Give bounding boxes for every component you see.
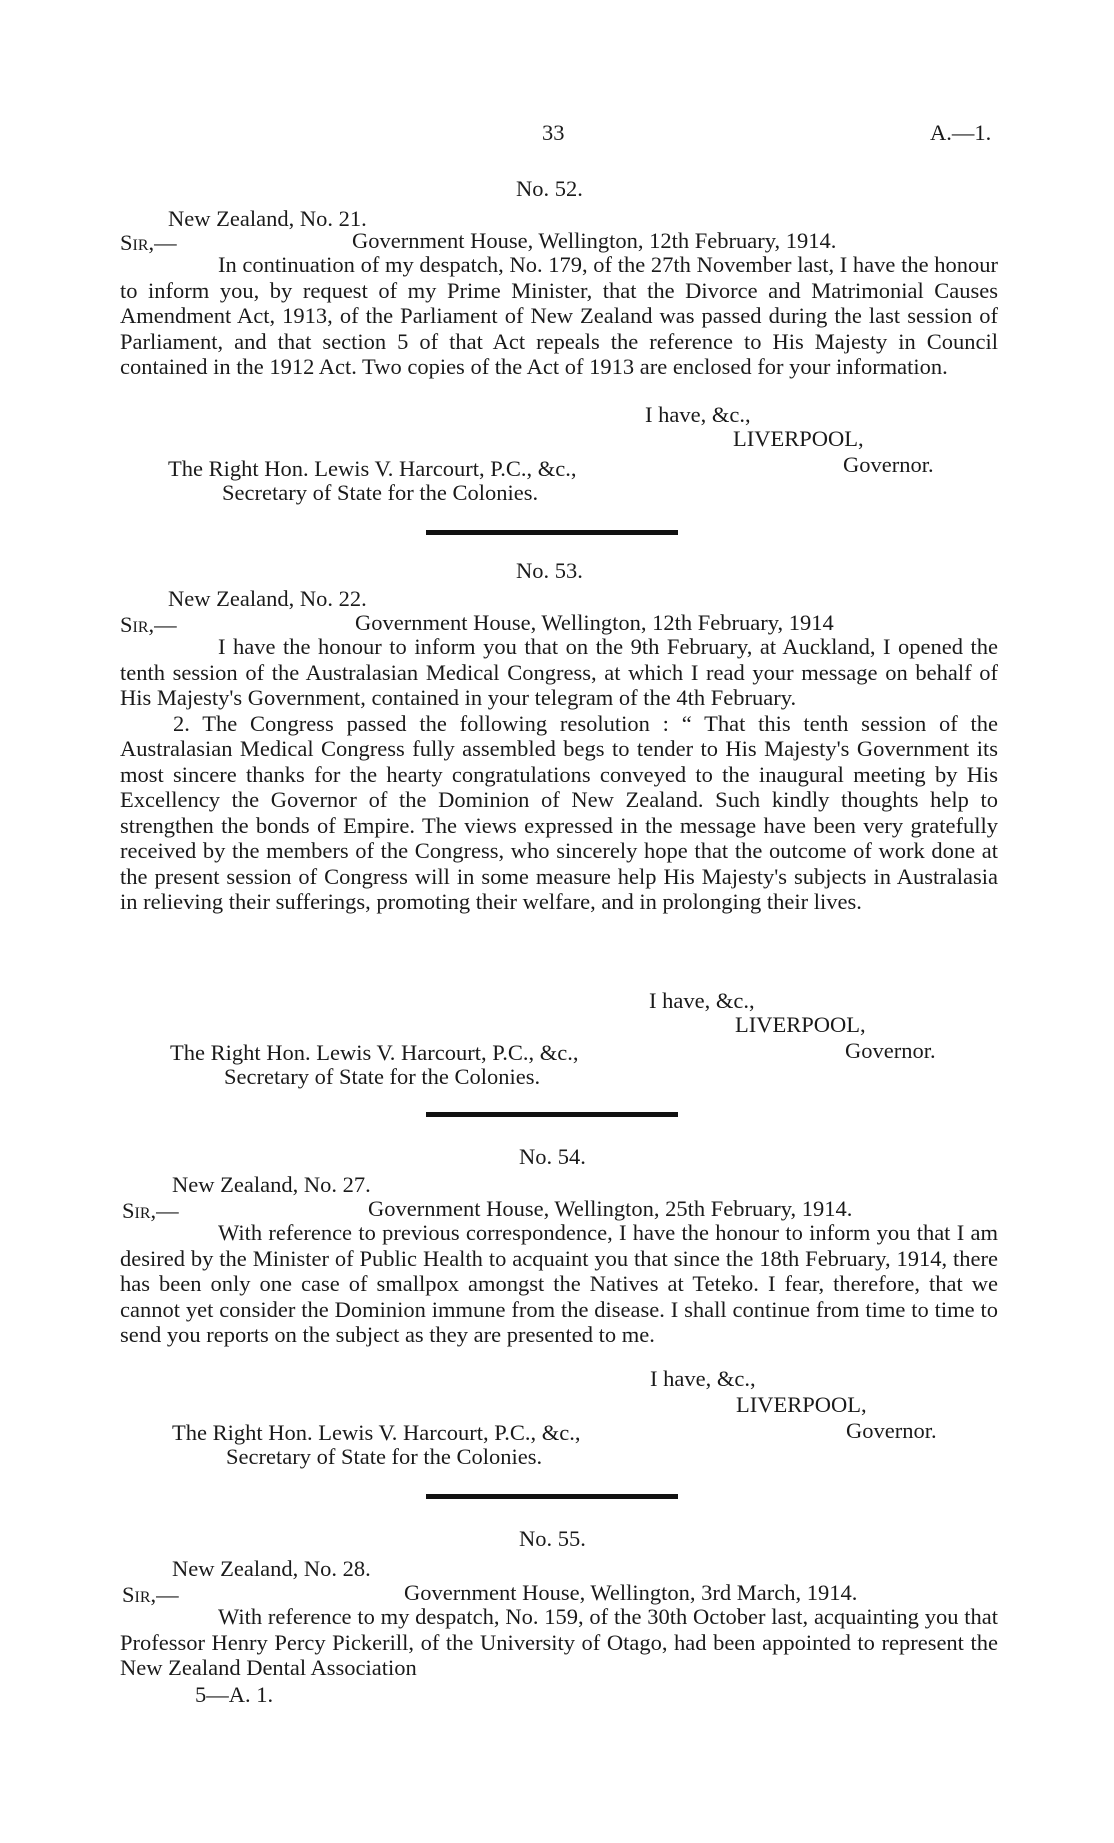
recipient-title: Secretary of State for the Colonies.	[222, 480, 539, 505]
letter-number: No. 52.	[516, 176, 583, 201]
paragraph: With reference to my despatch, No. 159, of the 30th October last, acquainting you that Professor Henry Percy Pickerill, of the University of Otago, had been appointed to represent the New Zealand Dental Association	[120, 1604, 998, 1680]
dispatch-number: New Zealand, No. 27.	[172, 1172, 371, 1197]
letter-number: No. 54.	[519, 1144, 586, 1169]
document-reference: A.—1.	[930, 120, 992, 145]
place-date: Government House, Wellington, 12th February, 1914.	[352, 228, 837, 253]
letter-body	[120, 1220, 998, 1348]
recipient-title: Secretary of State for the Colonies.	[224, 1064, 541, 1089]
place-date: Government House, Wellington, 12th February, 1914	[355, 610, 834, 635]
recipient-title: Secretary of State for the Colonies.	[226, 1444, 543, 1469]
recipient: The Right Hon. Lewis V. Harcourt, P.C., &c.,	[168, 456, 577, 481]
paragraph: I have the honour to inform you that on the 9th February, at Auckland, I opened the tenth session of the Australasian Medical Congress, at which I read your message on behalf of His Majesty's Government, contained in your telegram of the 4th February.	[120, 634, 998, 710]
dispatch-number: New Zealand, No. 22.	[168, 586, 367, 611]
closing: I have, &c.,	[650, 1366, 756, 1391]
signatory-title: Governor.	[845, 1038, 936, 1063]
recipient: The Right Hon. Lewis V. Harcourt, P.C., &c.,	[172, 1420, 581, 1445]
salutation: Sir,—	[120, 230, 177, 255]
section-divider	[426, 1494, 678, 1499]
signature: LIVERPOOL,	[733, 426, 864, 451]
dispatch-number: New Zealand, No. 21.	[168, 206, 367, 231]
signatory-title: Governor.	[843, 452, 934, 477]
closing: I have, &c.,	[649, 988, 755, 1013]
dispatch-number: New Zealand, No. 28.	[172, 1556, 371, 1581]
letter-number: No. 55.	[519, 1526, 586, 1551]
letter-number: No. 53.	[516, 558, 583, 583]
signature: LIVERPOOL,	[736, 1392, 867, 1417]
recipient: The Right Hon. Lewis V. Harcourt, P.C., &c.,	[170, 1040, 579, 1065]
salutation: Sir,—	[122, 1582, 179, 1607]
paragraph: With reference to previous correspondence, I have the honour to inform you that I am desired by the Minister of Public Health to acquaint you that since the 18th February, 1914, there has been only one case of smallpox amongst the Natives at Teteko. I fear, therefore, that we cannot yet consider the Dominion immune from the disease. I shall continue from time to time to send you reports on the subject as they are presented to me.	[120, 1220, 998, 1347]
closing: I have, &c.,	[645, 402, 751, 427]
signatory-title: Governor.	[846, 1418, 937, 1443]
section-divider	[426, 1112, 678, 1117]
section-divider	[426, 530, 678, 535]
place-date: Government House, Wellington, 25th February, 1914.	[368, 1196, 853, 1221]
paragraph: 2. The Congress passed the following resolution : “ That this tenth session of the Australasian Medical Congress fully assembled begs to tender to His Majesty's Government its most sincere thanks for the hearty congratulations conveyed to the inaugural meeting by His Excellency the Governor of the Dominion of New Zealand. Such kindly thoughts help to strengthen the bonds of Empire. The views expressed in the message have been very gratefully received by the members of the Congress, who sincerely hope that the outcome of work done at the present session of Congress will in some measure help His Majesty's subjects in Australasia in relieving their sufferings, promoting their welfare, and in prolonging their lives.	[120, 710, 998, 914]
page-number: 33	[542, 120, 565, 145]
salutation: Sir,—	[122, 1198, 179, 1223]
paragraph: In continuation of my despatch, No. 179, of the 27th November last, I have the honour to inform you, by request of my Prime Minister, that the Divorce and Matrimonial Causes Amendment Act, 1913, of the Parliament of New Zealand was passed during the last session of Parliament, and that section 5 of that Act repeals the reference to His Majesty in Council contained in the 1912 Act. Two copies of the Act of 1913 are enclosed for your information.	[120, 252, 998, 379]
signature: LIVERPOOL,	[735, 1012, 866, 1037]
letter-body	[120, 634, 998, 915]
signature-mark: 5—A. 1.	[195, 1682, 274, 1707]
letter-body	[120, 1604, 998, 1681]
letter-body	[120, 252, 998, 380]
salutation: Sir,—	[120, 612, 177, 637]
place-date: Government House, Wellington, 3rd March, 1914.	[404, 1580, 858, 1605]
